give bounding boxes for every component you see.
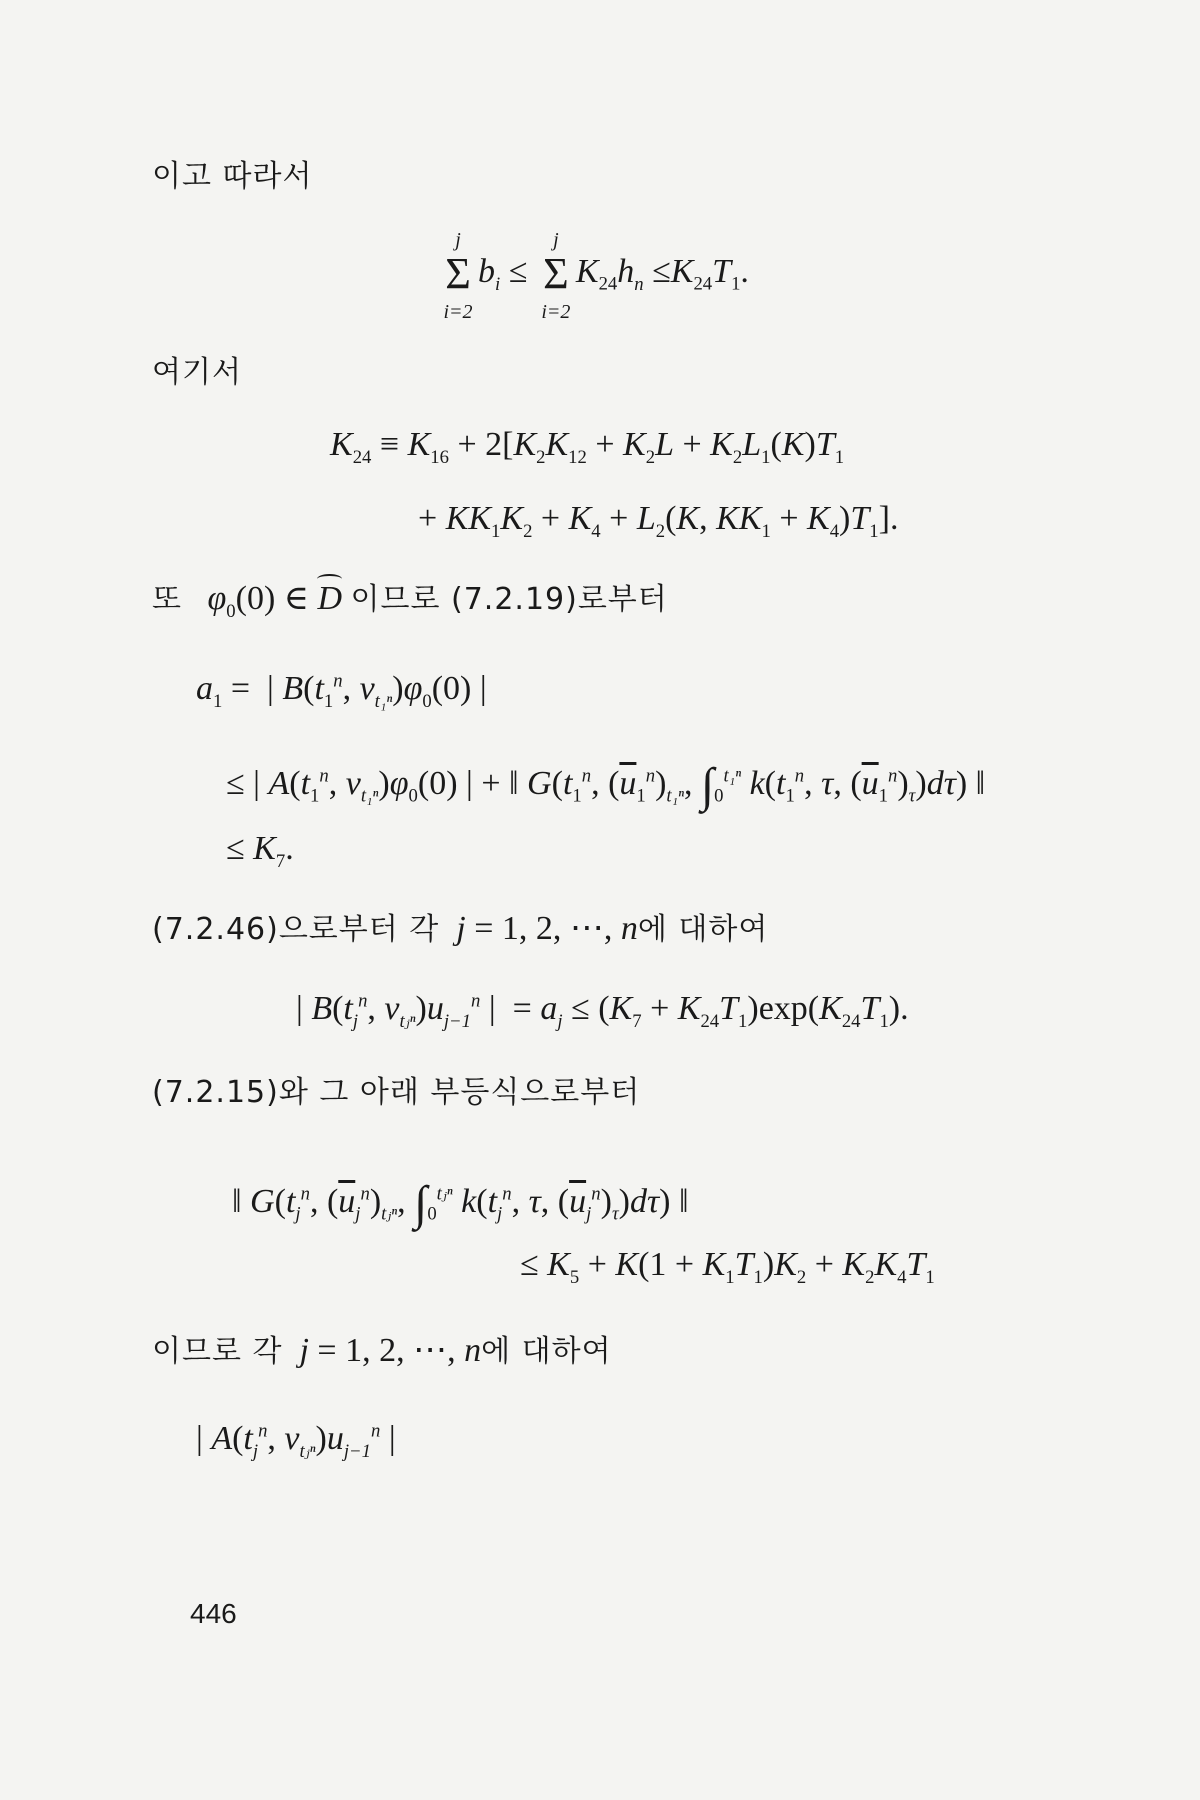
equation-a1: $a_1$ = | $B(t_1^n$, $v_{t_1^n})\varphi_0(0)$ | <box>196 670 487 712</box>
text-line-4: (7.2.46)으로부터 각 j = 1, 2, ⋯, n에 대하여 <box>152 910 769 947</box>
equation-k24-line1: $K_{24} \equiv K_{16} + 2[K_2K_{12} + K_2L + K_2L_1(K)T_1$ <box>330 426 845 468</box>
equation-sum-bound: j Σ i=2 $b_i$ ≤ j Σ i=2 $K_{24}h_n \le K_{24}T_1$. <box>443 229 749 323</box>
equation-a-norm: | $A(t_j^n$, $v_{tⱼ^n})u_{j-1}^n$ | <box>196 1420 396 1462</box>
text-line-6: 이므로 각 j = 1, 2, ⋯, n에 대하여 <box>152 1332 612 1369</box>
text-line-4-suffix: 에 대하여 <box>637 912 769 947</box>
equation-aj-bound: | $B(t_j^n$, $v_{tⱼ^n})u_{j-1}^n$ | = $a_j \le (K_7 + K_{24}T_1)\exp(K_{24}T_1)$. <box>296 990 909 1032</box>
text-line-5: (7.2.15)와 그 아래 부등식으로부터 <box>152 1075 641 1110</box>
equation-a1-bound: ≤ | $A(t_1^n$, $v_{t_1^n})\varphi_0(0)$ | + ‖ $G(t_1^n$, $(\overline{u}_1^n)_{t_1^n}$, $\int_0^{t_1^n}$ $k(t_1^n$, τ, $(\overline{u}_1^n)_\tau)d\tau$) ‖ <box>226 759 986 812</box>
page-number: 446 <box>190 1598 237 1629</box>
text-line-3: 또 $\varphi_0(0)$ ∈ D 이므로 (7.2.19)로부터 <box>152 580 668 622</box>
equation-g-bound: ≤ $K_5 + K(1 + K_1T_1)K_2 + K_2K_4T_1$ <box>520 1246 935 1288</box>
equation-k24-line2: + $KK_1K_2 + K_4 + L_2(K$, $KK_1 + K_4)T_1$]. <box>418 500 899 542</box>
text-line-2: 여기서 <box>152 355 242 390</box>
text-line-6-suffix: 에 대하여 <box>481 1334 612 1369</box>
equation-g-norm: ‖ $G(t_j^n$, $(\overline{u}_j^n)_{tⱼ^n}$, $\int_0^{tⱼ^n}$ $k(t_j^n$, τ, $(\overline{u}_j^n)_\tau)d\tau$) ‖ <box>232 1177 689 1230</box>
text-line-3-prefix: 또 <box>152 582 182 617</box>
text-line-4-prefix: (7.2.46)으로부터 각 <box>152 912 440 947</box>
text-line-3-suffix: 이므로 (7.2.19)로부터 <box>350 582 668 617</box>
equation-k7: ≤ $K_7$. <box>226 830 294 872</box>
text-line-6-prefix: 이므로 각 <box>152 1334 283 1369</box>
text-line-1: 이고 따라서 <box>152 159 313 194</box>
